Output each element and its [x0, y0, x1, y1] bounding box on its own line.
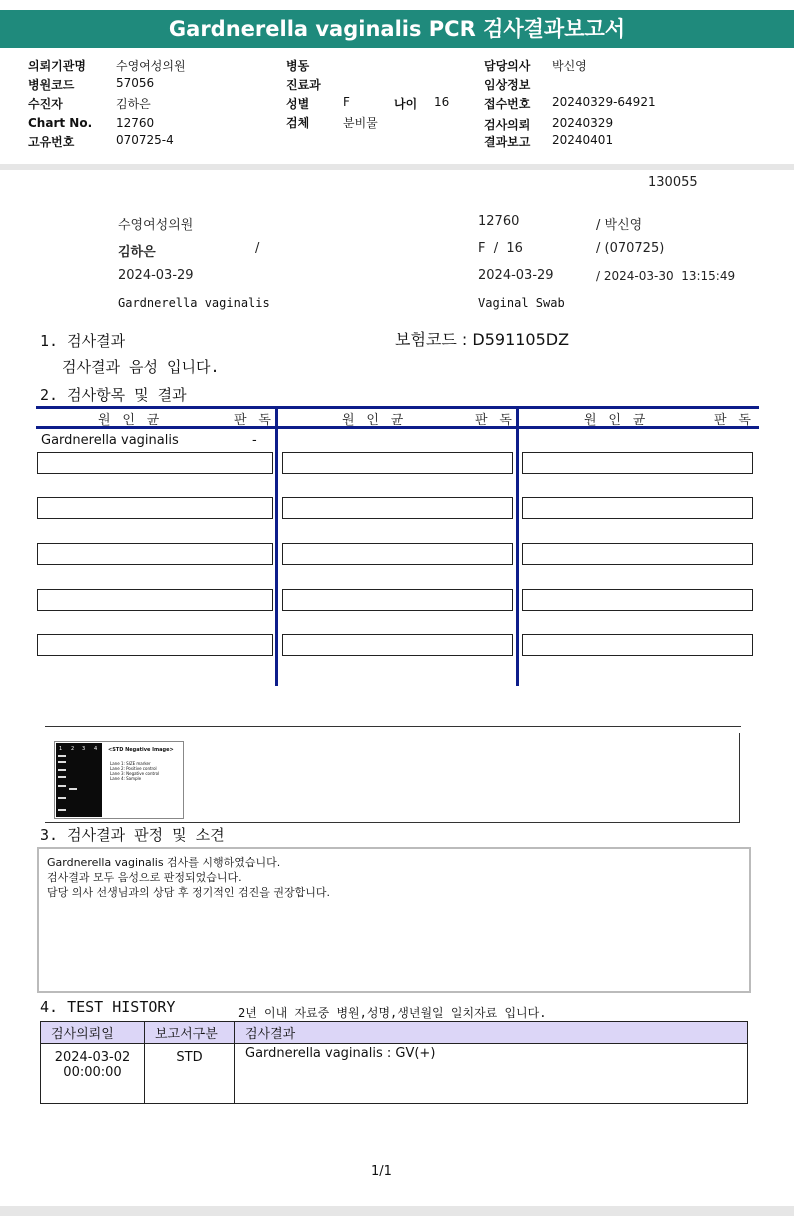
marker-band: [58, 797, 66, 799]
label-patient: 수진자: [28, 97, 63, 111]
label-ward: 병동: [286, 59, 310, 73]
label-age: 나이: [394, 97, 418, 111]
lane-label: 3: [82, 746, 86, 752]
footer-bar: [0, 1206, 794, 1216]
result-cell: [282, 452, 513, 474]
lane-label: 4: [94, 746, 98, 752]
result-cell: [37, 543, 273, 565]
history-result: Gardnerella vaginalis : GV(+): [235, 1044, 748, 1104]
column-divider-1: [275, 406, 278, 686]
row1-pathogen: Gardnerella vaginalis: [41, 433, 179, 448]
gel-lanes-panel: [56, 743, 102, 817]
history-note: 2년 이내 자료중 병원,성명,생년월일 일치자료 입니다.: [238, 1006, 547, 1020]
info-hospital: 수영여성의원: [118, 218, 194, 233]
gel-legend-line: Lane 1: SIZE marker: [110, 761, 151, 766]
result-cell: [522, 452, 753, 474]
result-cell: [37, 497, 273, 519]
info-patient: 김하은: [118, 245, 156, 260]
history-table: [40, 1021, 748, 1104]
label-report-date: 결과보고: [484, 135, 531, 149]
marker-band: [58, 755, 66, 757]
result-cell: [37, 589, 273, 611]
row1-result: -: [252, 433, 257, 448]
label-hospital-code: 병원코드: [28, 78, 75, 92]
section2-title: 2. 검사항목 및 결과: [40, 386, 187, 404]
info-chart: 12760: [478, 214, 520, 229]
col3-pathogen-header: 원 인 균: [584, 413, 648, 428]
label-request-date: 검사의뢰: [484, 118, 531, 132]
report-code: 130055: [648, 175, 698, 190]
gel-legend-line: Lane 4: Sample: [110, 776, 142, 781]
info-specimen: Vaginal Swab: [478, 296, 565, 310]
label-chart-no: Chart No.: [28, 116, 93, 130]
marker-band: [58, 776, 66, 778]
section4-title: 4. TEST HISTORY: [40, 998, 176, 1016]
result-cell: [522, 589, 753, 611]
info-sex-age: F / 16: [478, 241, 523, 256]
value-specimen: 분비물: [343, 116, 378, 130]
label-institution: 의뢰기관명: [28, 59, 86, 73]
table-row: [41, 1044, 748, 1104]
opinion-line: 검사결과 모두 음성으로 판정되었습니다.: [47, 871, 242, 884]
value-patient: 김하은: [116, 97, 151, 111]
value-doctor: 박신영: [552, 59, 587, 73]
gel-legend-line: Lane 2: Positive control: [110, 766, 157, 771]
marker-band: [58, 769, 66, 771]
info-date3: / 2024-03-30 13:15:49: [596, 269, 736, 283]
value-age: 16: [434, 95, 450, 109]
report-title: Gardnerella vaginalis PCR 검사결과보고서: [0, 10, 794, 48]
info-slash: /: [255, 241, 260, 256]
lane-label: 1: [59, 746, 63, 752]
value-institution: 수영여성의원: [116, 59, 186, 73]
section1-title: 1. 검사결과: [40, 332, 126, 350]
history-header-type: 보고서구분: [145, 1022, 235, 1044]
gel-divider: [45, 726, 741, 727]
result-cell: [282, 589, 513, 611]
result-cell: [282, 543, 513, 565]
section3-title: 3. 검사결과 판정 및 소견: [40, 826, 225, 844]
insurance-code: 보험코드 : D591105DZ: [395, 330, 570, 349]
col2-pathogen-header: 원 인 균: [342, 413, 406, 428]
info-date1: 2024-03-29: [118, 268, 194, 283]
result-cell: [37, 634, 273, 656]
column-divider-2: [516, 406, 519, 686]
col2-judgement-header: 판 독: [475, 413, 514, 428]
col1-pathogen-header: 원 인 균: [98, 413, 162, 428]
result-summary: 검사결과 음성 입니다.: [62, 358, 220, 376]
info-id-code: / (070725): [596, 241, 665, 256]
value-receipt-no: 20240329-64921: [552, 95, 656, 109]
result-cell: [37, 452, 273, 474]
col3-judgement-header: 판 독: [714, 413, 753, 428]
label-receipt-no: 접수번호: [484, 97, 531, 111]
info-test-name: Gardnerella vaginalis: [118, 296, 270, 310]
marker-band: [58, 761, 66, 763]
result-cell: [522, 543, 753, 565]
label-unique-no: 고유번호: [28, 135, 75, 149]
opinion-line: 담당 의사 선생님과의 상담 후 정기적인 검진을 권장합니다.: [47, 886, 330, 899]
positive-control-band: [69, 788, 77, 790]
header-divider: [0, 164, 794, 170]
value-report-date: 20240401: [552, 133, 614, 147]
history-type: STD: [145, 1044, 235, 1104]
opinion-box: [37, 847, 751, 993]
label-department: 진료과: [286, 78, 321, 92]
label-doctor: 담당의사: [484, 59, 531, 73]
value-request-date: 20240329: [552, 116, 614, 130]
result-cell: [282, 497, 513, 519]
marker-band: [58, 785, 66, 787]
history-header-result: 검사결과: [235, 1022, 748, 1044]
result-cell: [282, 634, 513, 656]
history-date: 2024-03-02: [54, 1050, 131, 1065]
info-doctor: / 박신영: [596, 218, 643, 233]
page-number: 1/1: [371, 1164, 392, 1179]
value-sex: F: [343, 95, 350, 109]
gel-legend-line: Lane 3: Negative control: [110, 771, 160, 776]
gel-legend-title: <STD Negative Image>: [108, 747, 174, 753]
label-sex: 성별: [286, 97, 310, 111]
history-date-cell: [41, 1044, 145, 1104]
lane-label: 2: [71, 746, 75, 752]
result-cell: [522, 634, 753, 656]
opinion-line: Gardnerella vaginalis 검사를 시행하였습니다.: [47, 856, 281, 869]
info-date2: 2024-03-29: [478, 268, 554, 283]
history-header-date: 검사의뢰일: [41, 1022, 145, 1044]
history-time: 00:00:00: [63, 1065, 122, 1080]
label-clinical-info: 임상정보: [484, 78, 531, 92]
label-specimen: 검체: [286, 116, 310, 130]
gel-electrophoresis-image: [54, 741, 184, 819]
col1-judgement-header: 판 독: [234, 413, 273, 428]
value-hospital-code: 57056: [116, 76, 155, 90]
value-unique-no: 070725-4: [116, 133, 174, 147]
result-cell: [522, 497, 753, 519]
marker-band: [58, 809, 66, 811]
value-chart-no: 12760: [116, 116, 155, 130]
